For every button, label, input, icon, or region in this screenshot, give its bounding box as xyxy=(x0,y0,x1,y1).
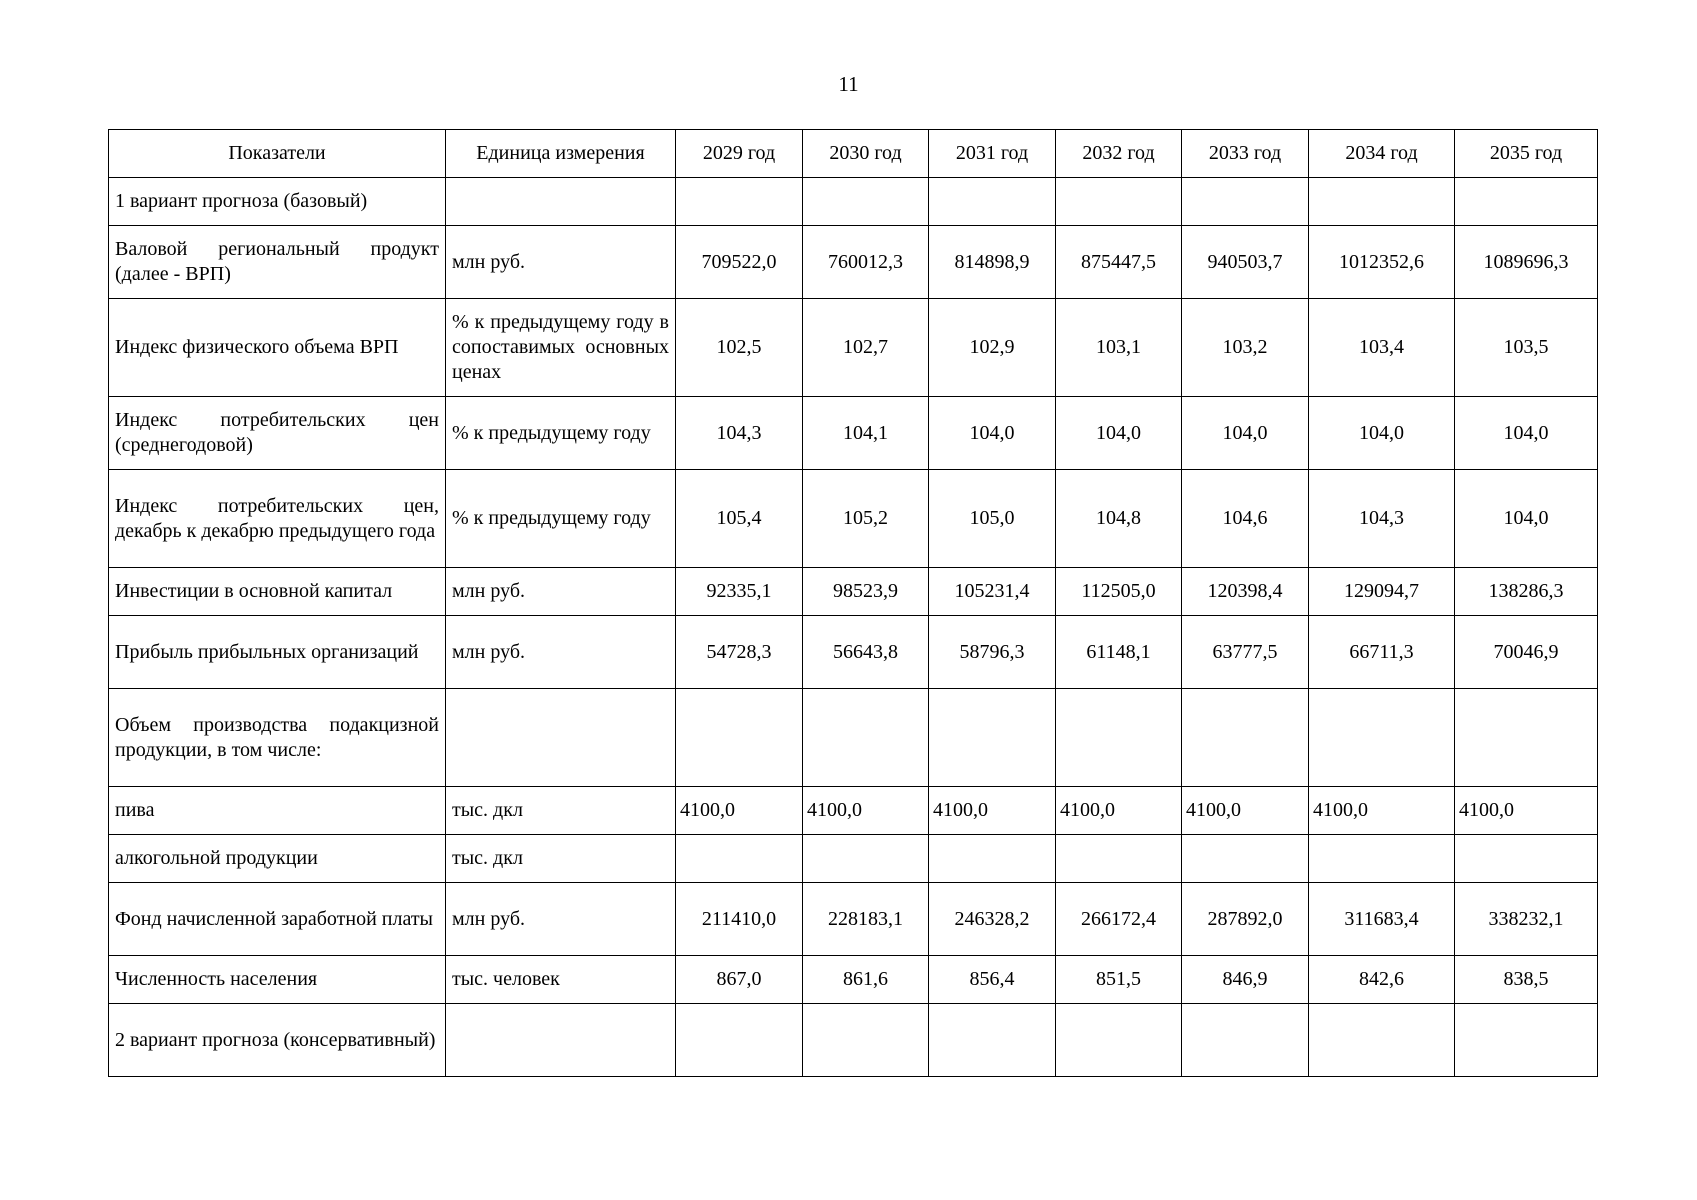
value-cell: 4100,0 xyxy=(929,787,1056,835)
table-row xyxy=(109,689,1598,787)
value-cell xyxy=(1056,178,1182,226)
unit-cell xyxy=(446,689,676,787)
value-cell: 58796,3 xyxy=(929,616,1056,689)
table-row xyxy=(109,787,1598,835)
indicator-cell: Валовой региональный продукт (далее - ВРП) xyxy=(109,226,446,299)
value-cell xyxy=(1182,1004,1309,1077)
unit-cell: тыс. дкл xyxy=(446,787,676,835)
value-cell: 105,2 xyxy=(803,470,929,568)
value-cell: 4100,0 xyxy=(1056,787,1182,835)
indicator-cell: Индекс потребительских цен, декабрь к декабрю предыдущего года xyxy=(109,470,446,568)
value-cell xyxy=(1455,835,1598,883)
value-cell: 104,8 xyxy=(1056,470,1182,568)
value-cell: 103,2 xyxy=(1182,299,1309,397)
value-cell xyxy=(676,178,803,226)
value-cell: 98523,9 xyxy=(803,568,929,616)
unit-cell: % к предыдущему году xyxy=(446,397,676,470)
column-header: Показатели xyxy=(109,130,446,178)
value-cell: 56643,8 xyxy=(803,616,929,689)
value-cell xyxy=(1309,178,1455,226)
value-cell: 92335,1 xyxy=(676,568,803,616)
value-cell xyxy=(929,178,1056,226)
value-cell: 112505,0 xyxy=(1056,568,1182,616)
value-cell: 4100,0 xyxy=(1182,787,1309,835)
value-cell: 709522,0 xyxy=(676,226,803,299)
value-cell xyxy=(1455,689,1598,787)
column-header: 2030 год xyxy=(803,130,929,178)
value-cell: 102,9 xyxy=(929,299,1056,397)
value-cell xyxy=(1056,1004,1182,1077)
value-cell: 311683,4 xyxy=(1309,883,1455,956)
value-cell: 875447,5 xyxy=(1056,226,1182,299)
value-cell: 838,5 xyxy=(1455,956,1598,1004)
value-cell: 104,3 xyxy=(1309,470,1455,568)
value-cell: 102,5 xyxy=(676,299,803,397)
table-row xyxy=(109,226,1598,299)
value-cell: 104,0 xyxy=(929,397,1056,470)
page-number: 11 xyxy=(838,72,859,96)
value-cell xyxy=(676,835,803,883)
unit-cell: тыс. дкл xyxy=(446,835,676,883)
table-row xyxy=(109,883,1598,956)
value-cell: 1089696,3 xyxy=(1455,226,1598,299)
unit-cell xyxy=(446,178,676,226)
value-cell: 129094,7 xyxy=(1309,568,1455,616)
value-cell xyxy=(1309,1004,1455,1077)
column-header: 2029 год xyxy=(676,130,803,178)
value-cell: 861,6 xyxy=(803,956,929,1004)
indicator-cell: Индекс потребительских цен (среднегодовой) xyxy=(109,397,446,470)
unit-cell: млн руб. xyxy=(446,226,676,299)
value-cell xyxy=(1309,689,1455,787)
value-cell: 851,5 xyxy=(1056,956,1182,1004)
value-cell: 54728,3 xyxy=(676,616,803,689)
value-cell: 4100,0 xyxy=(676,787,803,835)
value-cell xyxy=(1309,835,1455,883)
value-cell: 103,1 xyxy=(1056,299,1182,397)
value-cell: 4100,0 xyxy=(803,787,929,835)
value-cell xyxy=(676,1004,803,1077)
unit-cell: % к предыдущему году в сопоставимых основных ценах xyxy=(446,299,676,397)
value-cell: 120398,4 xyxy=(1182,568,1309,616)
value-cell: 842,6 xyxy=(1309,956,1455,1004)
column-header: Единица измерения xyxy=(446,130,676,178)
unit-cell: млн руб. xyxy=(446,883,676,956)
value-cell: 266172,4 xyxy=(1056,883,1182,956)
column-header: 2034 год xyxy=(1309,130,1455,178)
column-header: 2032 год xyxy=(1056,130,1182,178)
unit-cell: млн руб. xyxy=(446,568,676,616)
table-row xyxy=(109,956,1598,1004)
indicator-cell: 1 вариант прогноза (базовый) xyxy=(109,178,446,226)
value-cell: 70046,9 xyxy=(1455,616,1598,689)
value-cell: 856,4 xyxy=(929,956,1056,1004)
value-cell: 4100,0 xyxy=(1455,787,1598,835)
value-cell xyxy=(1182,178,1309,226)
indicator-cell: 2 вариант прогноза (консервативный) xyxy=(109,1004,446,1077)
value-cell: 104,0 xyxy=(1182,397,1309,470)
value-cell: 105231,4 xyxy=(929,568,1056,616)
forecast-table xyxy=(108,129,1598,1077)
value-cell xyxy=(676,689,803,787)
value-cell: 104,6 xyxy=(1182,470,1309,568)
table-row xyxy=(109,616,1598,689)
value-cell xyxy=(929,835,1056,883)
value-cell xyxy=(1455,178,1598,226)
indicator-cell: Численность населения xyxy=(109,956,446,1004)
value-cell xyxy=(1182,689,1309,787)
value-cell: 104,1 xyxy=(803,397,929,470)
value-cell: 846,9 xyxy=(1182,956,1309,1004)
value-cell xyxy=(1056,835,1182,883)
value-cell: 104,0 xyxy=(1309,397,1455,470)
table-row xyxy=(109,397,1598,470)
value-cell: 338232,1 xyxy=(1455,883,1598,956)
value-cell: 102,7 xyxy=(803,299,929,397)
value-cell: 814898,9 xyxy=(929,226,1056,299)
value-cell xyxy=(803,178,929,226)
value-cell: 61148,1 xyxy=(1056,616,1182,689)
indicator-cell: Индекс физического объема ВРП xyxy=(109,299,446,397)
value-cell: 105,0 xyxy=(929,470,1056,568)
value-cell: 138286,3 xyxy=(1455,568,1598,616)
table-row xyxy=(109,299,1598,397)
value-cell xyxy=(803,835,929,883)
value-cell: 104,3 xyxy=(676,397,803,470)
value-cell: 211410,0 xyxy=(676,883,803,956)
value-cell xyxy=(1455,1004,1598,1077)
table-row xyxy=(109,178,1598,226)
indicator-cell: Объем производства подакцизной продукции, в том числе: xyxy=(109,689,446,787)
table-header-row xyxy=(109,130,1598,178)
table-row xyxy=(109,568,1598,616)
column-header: 2033 год xyxy=(1182,130,1309,178)
column-header: 2035 год xyxy=(1455,130,1598,178)
unit-cell: тыс. человек xyxy=(446,956,676,1004)
table-row xyxy=(109,470,1598,568)
table-row xyxy=(109,1004,1598,1077)
value-cell: 103,4 xyxy=(1309,299,1455,397)
indicator-cell: Прибыль прибыльных организаций xyxy=(109,616,446,689)
value-cell: 66711,3 xyxy=(1309,616,1455,689)
indicator-cell: Фонд начисленной заработной платы xyxy=(109,883,446,956)
value-cell: 104,0 xyxy=(1455,397,1598,470)
indicator-cell: пива xyxy=(109,787,446,835)
value-cell: 105,4 xyxy=(676,470,803,568)
value-cell: 940503,7 xyxy=(1182,226,1309,299)
column-header: 2031 год xyxy=(929,130,1056,178)
value-cell: 104,0 xyxy=(1455,470,1598,568)
unit-cell: млн руб. xyxy=(446,616,676,689)
value-cell xyxy=(803,689,929,787)
unit-cell xyxy=(446,1004,676,1077)
value-cell: 760012,3 xyxy=(803,226,929,299)
value-cell: 4100,0 xyxy=(1309,787,1455,835)
table-row xyxy=(109,835,1598,883)
unit-cell: % к предыдущему году xyxy=(446,470,676,568)
value-cell xyxy=(1056,689,1182,787)
value-cell xyxy=(803,1004,929,1077)
value-cell: 104,0 xyxy=(1056,397,1182,470)
value-cell: 103,5 xyxy=(1455,299,1598,397)
value-cell: 246328,2 xyxy=(929,883,1056,956)
value-cell xyxy=(929,689,1056,787)
value-cell: 287892,0 xyxy=(1182,883,1309,956)
value-cell: 63777,5 xyxy=(1182,616,1309,689)
indicator-cell: алкогольной продукции xyxy=(109,835,446,883)
value-cell xyxy=(929,1004,1056,1077)
value-cell: 867,0 xyxy=(676,956,803,1004)
value-cell: 1012352,6 xyxy=(1309,226,1455,299)
indicator-cell: Инвестиции в основной капитал xyxy=(109,568,446,616)
value-cell: 228183,1 xyxy=(803,883,929,956)
value-cell xyxy=(1182,835,1309,883)
